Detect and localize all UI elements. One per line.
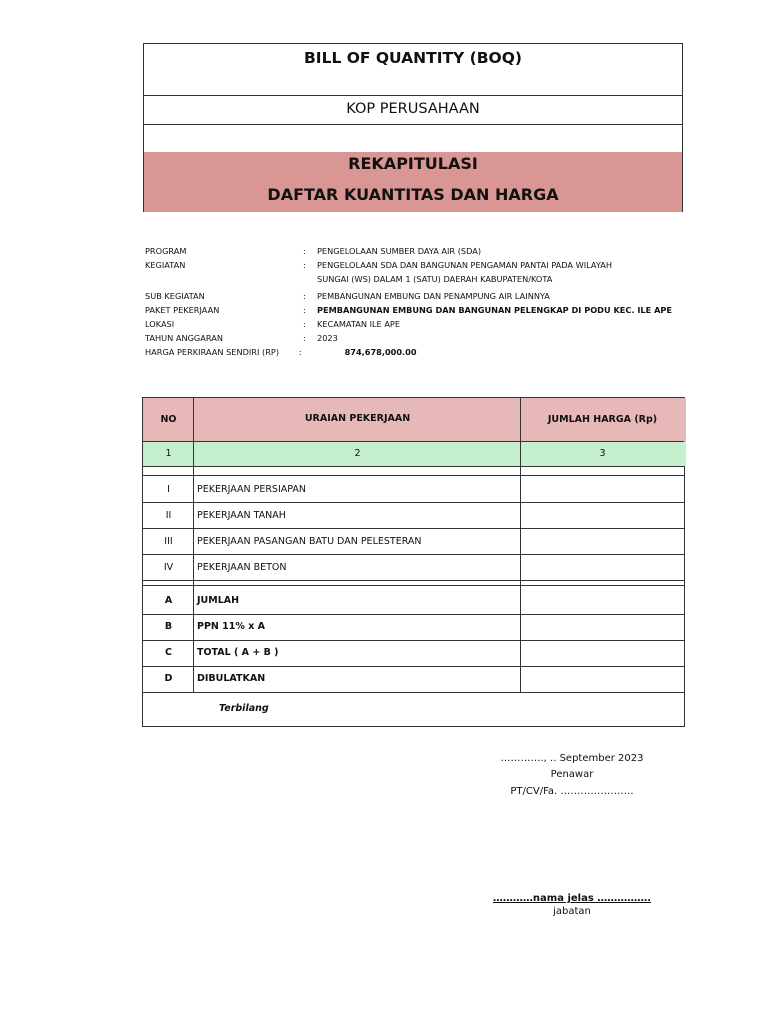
info-sep: : [298, 347, 302, 357]
header-uraian: URAIAN PEKERJAAN [304, 413, 411, 424]
terbilang-label: Terbilang [219, 703, 269, 714]
info-sep: : [303, 305, 306, 315]
kop-box [143, 95, 683, 125]
signature-name: …………nama jelas ……………. [492, 893, 652, 904]
boq-title: BILL OF QUANTITY (BOQ) [303, 49, 522, 67]
info-row [145, 317, 705, 331]
info-row [145, 345, 705, 359]
divider [143, 475, 684, 476]
info-sep: : [303, 333, 306, 343]
divider [143, 502, 684, 503]
signature-role: Penawar [550, 769, 594, 780]
item-uraian: PEKERJAAN BETON [197, 562, 287, 573]
summary-uraian: PPN 11% x A [197, 621, 266, 632]
info-value: SUNGAI (WS) DALAM 1 (SATU) DAERAH KABUPATEN/KOTA [317, 274, 553, 284]
info-label: TAHUN ANGGARAN [145, 333, 223, 343]
info-label: SUB KEGIATAN [145, 291, 205, 301]
divider [143, 528, 684, 529]
info-sep: : [303, 246, 306, 256]
rekap-banner [143, 152, 683, 212]
hps-value: 874,678,000.00 [344, 347, 417, 357]
rekap-table [142, 397, 685, 727]
summary-no: C [165, 647, 172, 658]
kop-perusahaan: KOP PERUSAHAAN [346, 101, 480, 117]
info-sep [303, 272, 317, 286]
info-label: PAKET PEKERJAAN [145, 305, 220, 315]
info-row [145, 272, 705, 286]
info-row [145, 303, 705, 317]
boq-title-box [143, 43, 683, 96]
header-jumlah: JUMLAH HARGA (Rp) [547, 414, 658, 425]
divider [143, 692, 684, 693]
summary-uraian: TOTAL ( A + B ) [197, 647, 279, 658]
divider [143, 666, 684, 667]
item-uraian: PEKERJAAN TANAH [197, 510, 286, 521]
index-uraian: 2 [354, 448, 361, 459]
item-no: IV [163, 562, 174, 573]
rekap-subtitle: DAFTAR KUANTITAS DAN HARGA [267, 185, 559, 204]
item-no: I [167, 484, 170, 495]
divider [143, 441, 684, 442]
signature-date: …………., .. September 2023 [500, 753, 644, 764]
info-sep: : [303, 291, 306, 301]
info-row [145, 258, 705, 272]
divider [143, 580, 684, 581]
divider [143, 585, 684, 586]
info-value: 2023 [317, 333, 338, 343]
signature-company: PT/CV/Fa. …………………. [510, 786, 634, 797]
signature-position: jabatan [553, 906, 591, 917]
divider [143, 466, 684, 467]
summary-no: B [164, 621, 173, 632]
item-uraian: PEKERJAAN PASANGAN BATU DAN PELESTERAN [197, 536, 422, 547]
item-uraian: PEKERJAAN PERSIAPAN [197, 484, 306, 495]
project-info [145, 244, 705, 359]
summary-uraian: DIBULATKAN [197, 673, 266, 684]
index-no: 1 [165, 448, 172, 459]
info-value: KECAMATAN ILE APE [317, 319, 401, 329]
divider [143, 614, 684, 615]
info-value: PENGELOLAAN SUMBER DAYA AIR (SDA) [317, 246, 482, 256]
info-value: PEMBANGUNAN EMBUNG DAN PENAMPUNG AIR LAINNYA [317, 291, 550, 301]
info-label [145, 272, 303, 286]
info-row [145, 244, 705, 258]
info-label: PROGRAM [145, 246, 187, 256]
info-value: PEMBANGUNAN EMBUNG DAN BANGUNAN PELENGKAP DI PODU KEC. ILE APE [317, 305, 673, 315]
summary-no: D [164, 673, 173, 684]
empty-row [143, 124, 683, 153]
rekap-title: REKAPITULASI [348, 154, 478, 173]
header-no: NO [160, 414, 177, 425]
info-label: LOKASI [145, 319, 175, 329]
info-row [145, 331, 705, 345]
item-no: III [164, 536, 173, 547]
info-sep: : [303, 319, 306, 329]
index-jumlah: 3 [599, 448, 606, 459]
summary-uraian: JUMLAH [197, 595, 240, 606]
divider [143, 554, 684, 555]
info-value: PENGELOLAAN SDA DAN BANGUNAN PENGAMAN PANTAI PADA WILAYAH [317, 260, 612, 270]
info-label: HARGA PERKIRAAN SENDIRI (RP) [145, 347, 280, 357]
summary-no: A [164, 595, 173, 606]
info-sep: : [303, 260, 306, 270]
item-no: II [165, 510, 172, 521]
info-row [145, 289, 705, 303]
info-label: KEGIATAN [145, 260, 186, 270]
divider [143, 640, 684, 641]
